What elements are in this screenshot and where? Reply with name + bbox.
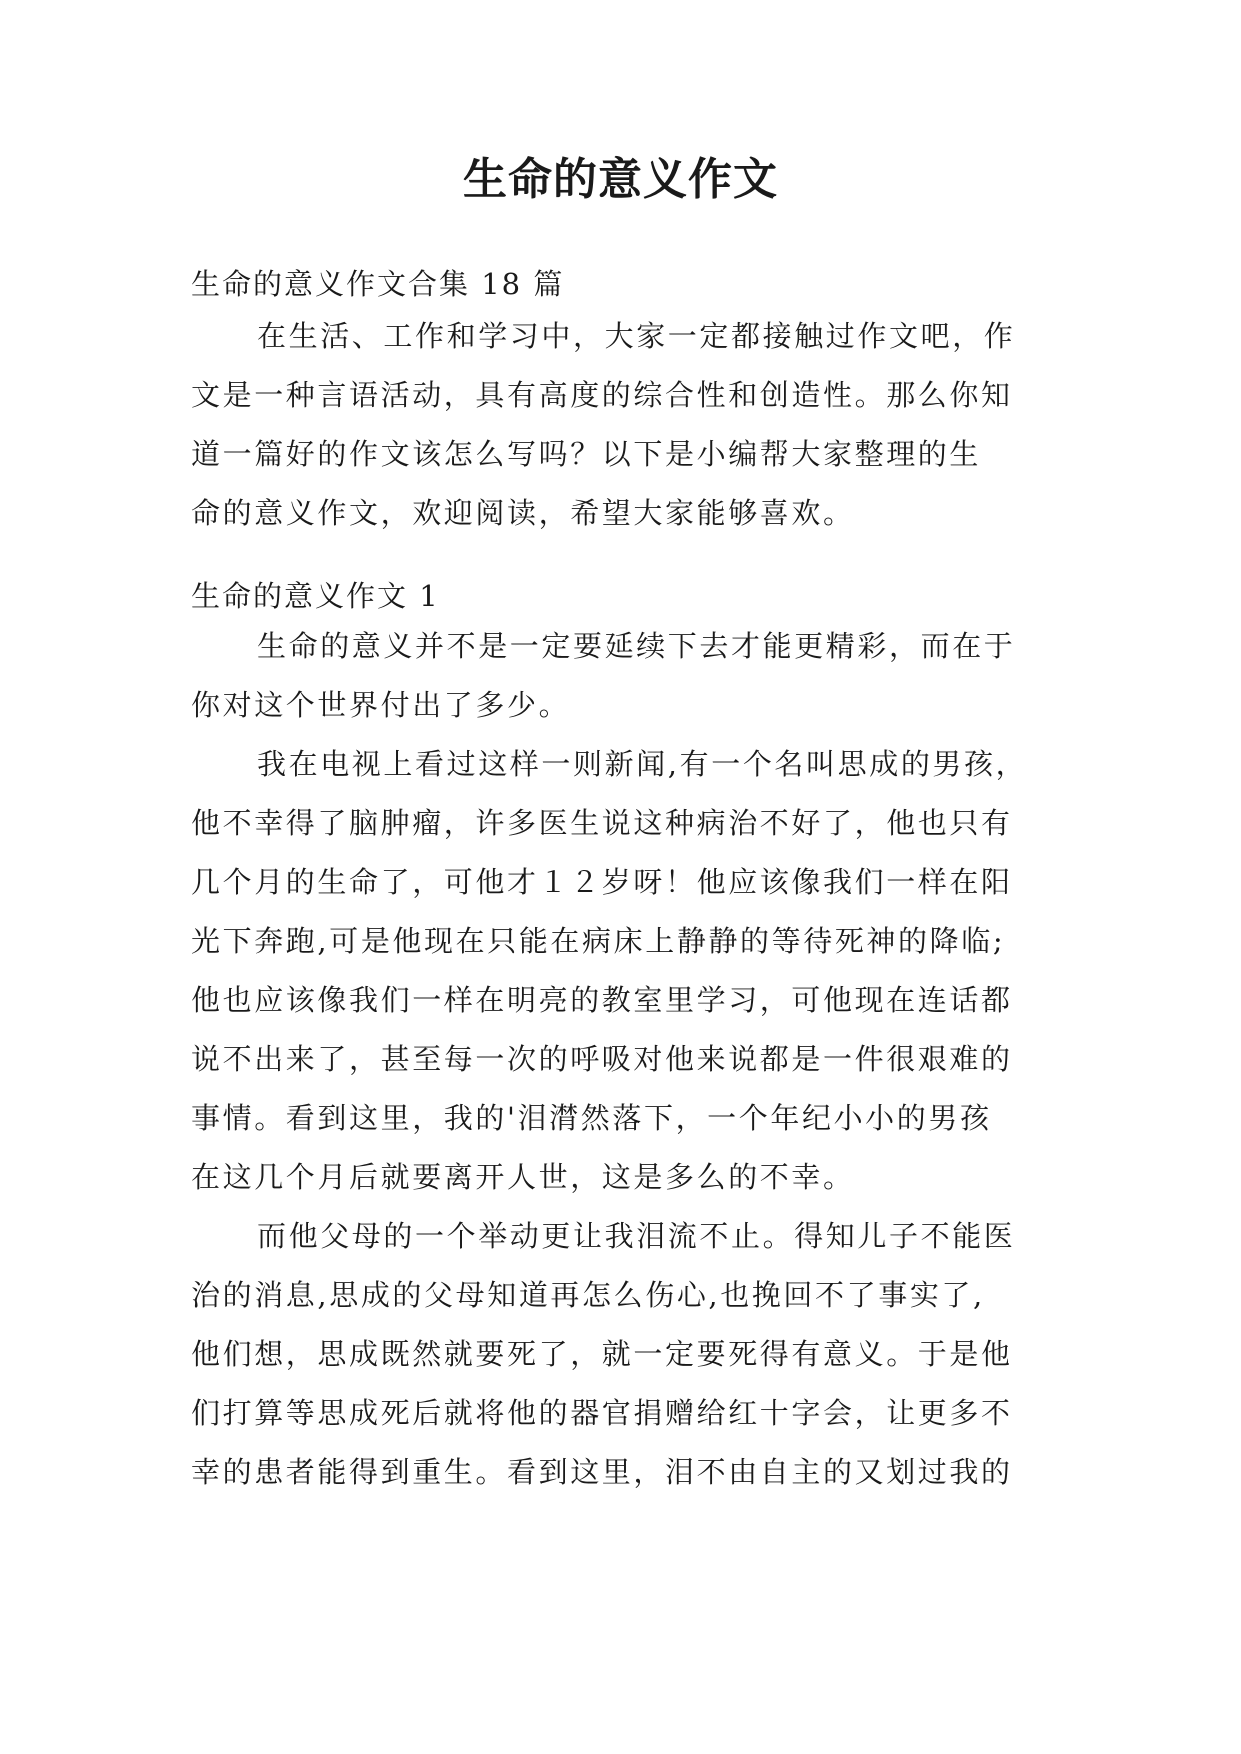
paragraph-line: 事情。看到这里，我的'泪潸然落下，一个年纪小小的男孩 (191, 1101, 992, 1135)
collection-heading: 生命的意义作文合集 18 篇 (191, 267, 565, 301)
paragraph-line: 光下奔跑,可是他现在只能在病床上静静的等待死神的降临; (191, 924, 1006, 958)
paragraph-line: 道一篇好的作文该怎么写吗？以下是小编帮大家整理的生 (191, 437, 982, 471)
paragraph-line: 说不出来了，甚至每一次的呼吸对他来说都是一件很艰难的 (191, 1042, 1013, 1076)
essay-paragraph-2 (191, 735, 1051, 1207)
paragraph-line: 命的意义作文，欢迎阅读，希望大家能够喜欢。 (191, 496, 855, 530)
paragraph-line: 在这几个月后就要离开人世，这是多么的不幸。 (191, 1160, 855, 1194)
paragraph-line: 们打算等思成死后就将他的器官捐赠给红十字会，让更多不 (191, 1396, 1013, 1430)
paragraph-line: 文是一种言语活动，具有高度的综合性和创造性。那么你知 (191, 378, 1013, 412)
paragraph-line: 我在电视上看过这样一则新闻,有一个名叫思成的男孩， (257, 747, 1028, 781)
paragraph-line: 在生活、工作和学习中，大家一定都接触过作文吧，作 (257, 319, 1016, 353)
paragraph-line: 他也应该像我们一样在明亮的教室里学习，可他现在连话都 (191, 983, 1013, 1017)
paragraph-line: 他们想，思成既然就要死了，就一定要死得有意义。于是他 (191, 1337, 1013, 1371)
paragraph-line: 你对这个世界付出了多少。 (191, 688, 571, 722)
paragraph-line: 几个月的生命了，可他才１２岁呀！他应该像我们一样在阳 (191, 865, 1013, 899)
paragraph-line: 幸的患者能得到重生。看到这里，泪不由自主的又划过我的 (191, 1455, 1013, 1489)
paragraph-line: 而他父母的一个举动更让我泪流不止。得知儿子不能医 (257, 1219, 1016, 1253)
paragraph-line: 他不幸得了脑肿瘤，许多医生说这种病治不好了，他也只有 (191, 806, 1013, 840)
essay-heading: 生命的意义作文 1 (191, 579, 440, 613)
document-title: 生命的意义作文 (463, 154, 778, 205)
paragraph-line: 治的消息,思成的父母知道再怎么伤心,也挽回不了事实了, (191, 1278, 985, 1312)
essay-paragraph-1 (191, 617, 1051, 735)
intro-paragraph (191, 307, 1051, 543)
essay-paragraph-3 (191, 1207, 1051, 1502)
paragraph-line: 生命的意义并不是一定要延续下去才能更精彩，而在于 (257, 629, 1016, 663)
